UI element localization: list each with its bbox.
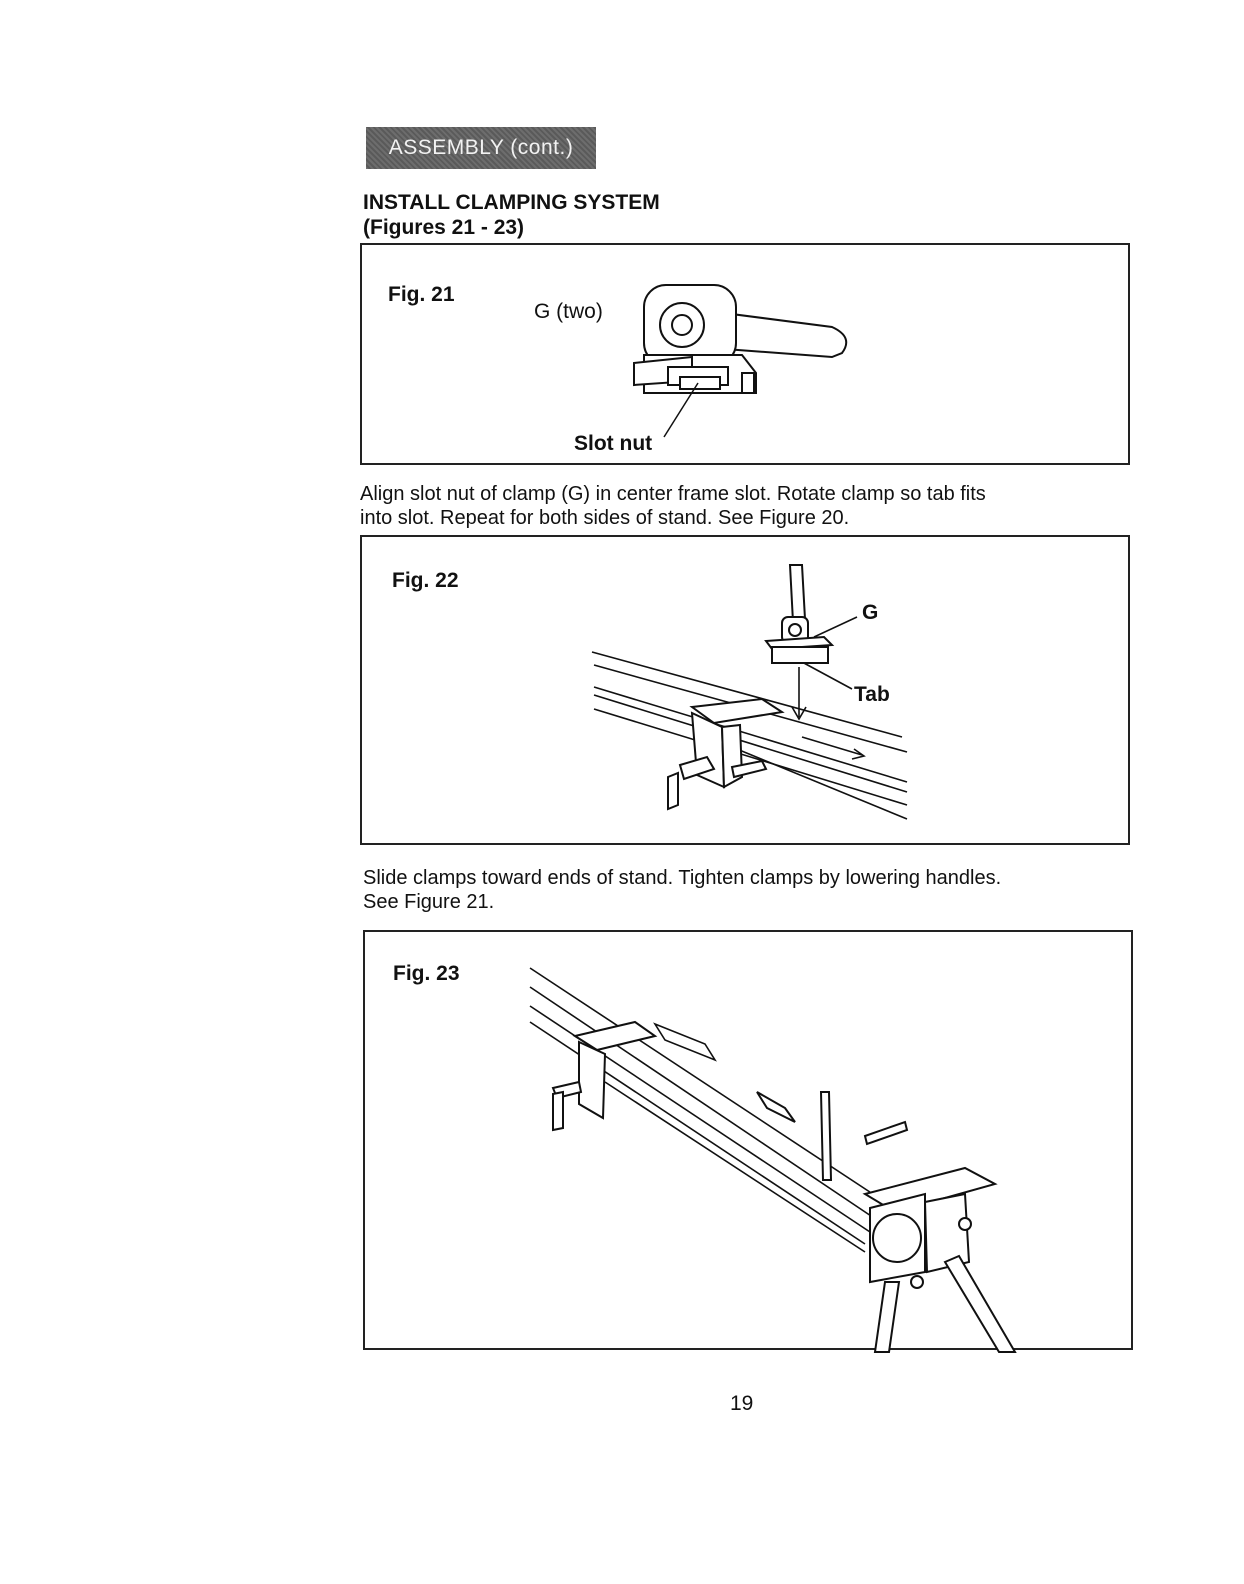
section-subtitle: (Figures 21 - 23) <box>363 216 525 239</box>
rail-with-clamp-illustration <box>362 537 1132 847</box>
stand-assembly-illustration <box>365 932 1135 1352</box>
figure-23 <box>363 930 1133 1350</box>
instruction-1-line-2: into slot. Repeat for both sides of stand. See Figure 20. <box>360 507 850 529</box>
figure-22 <box>360 535 1130 845</box>
instruction-paragraph-2 <box>363 866 1123 914</box>
instruction-paragraph-1 <box>360 482 1120 530</box>
instruction-1-line-1: Align slot nut of clamp (G) in center frame slot. Rotate clamp so tab fits <box>360 483 986 505</box>
section-title: INSTALL CLAMPING SYSTEM <box>363 191 660 214</box>
page-number: 19 <box>730 1392 754 1415</box>
instruction-2-line-1: Slide clamps toward ends of stand. Tighten clamps by lowering handles. <box>363 867 1002 889</box>
figure-22-label: Fig. 22 <box>392 569 459 592</box>
figure-21-callout-g: G (two) <box>534 300 603 323</box>
figure-21-label: Fig. 21 <box>388 283 455 306</box>
figure-21-callout-slot-nut: Slot nut <box>574 432 653 455</box>
figure-22-callout-tab: Tab <box>854 683 890 706</box>
figure-21 <box>360 243 1130 465</box>
section-banner: ASSEMBLY (cont.) <box>366 127 596 169</box>
figure-22-callout-g: G <box>862 601 879 624</box>
instruction-2-line-2: See Figure 21. <box>363 891 495 913</box>
clamp-illustration <box>362 245 1132 467</box>
figure-23-label: Fig. 23 <box>393 962 460 985</box>
